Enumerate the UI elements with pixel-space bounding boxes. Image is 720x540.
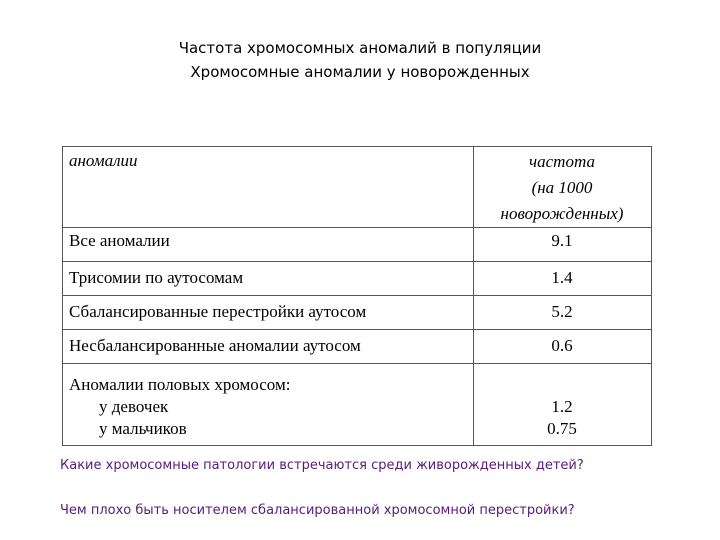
- girls-label: у девочек: [99, 397, 169, 416]
- table-row: [63, 262, 651, 296]
- row-label: Несбалансированные аномалии аутосом: [69, 336, 361, 355]
- sex-anomaly-labels: [69, 374, 290, 440]
- question-2: Чем плохо быть носителем сбалансированной хромосомной перестройки?: [60, 503, 575, 518]
- row-label: Все аномалии: [69, 231, 170, 250]
- sex-anomaly-values: [473, 396, 651, 440]
- row-value: 9.1: [551, 231, 573, 250]
- page-subtitle: Хромосомные аномалии у новорожденных: [190, 63, 530, 81]
- table-row-sex-chromosomes: [63, 364, 651, 445]
- page-title: Частота хромосомных аномалий в популяции: [178, 39, 542, 57]
- anomalies-table: [62, 146, 652, 446]
- row-value: 0.6: [551, 336, 573, 355]
- boys-label: у мальчиков: [99, 419, 187, 438]
- row-label: Трисомии по аутосомам: [69, 268, 244, 287]
- header-frequency-line1: частота: [529, 152, 595, 171]
- table-header-row: [63, 147, 651, 228]
- header-anomaly: аномалии: [69, 151, 138, 170]
- table-row: [63, 228, 651, 262]
- girls-value: 1.2: [551, 397, 573, 416]
- header-frequency-line2: (на 1000: [531, 178, 593, 197]
- row-value: 1.4: [551, 268, 573, 287]
- table-row: [63, 296, 651, 330]
- sex-anomaly-label: Аномалии половых хромосом:: [69, 375, 291, 394]
- row-label: Сбалансированные перестройки аутосом: [69, 302, 367, 321]
- title-block: [0, 36, 720, 84]
- table-row: [63, 330, 651, 364]
- boys-value: 0.75: [547, 419, 577, 438]
- question-1: Какие хромосомные патологии встречаются среди живорожденных детей?: [60, 458, 584, 473]
- row-value: 5.2: [551, 302, 573, 321]
- header-frequency-line3: новорожденных): [500, 204, 624, 223]
- header-frequency: [473, 149, 651, 227]
